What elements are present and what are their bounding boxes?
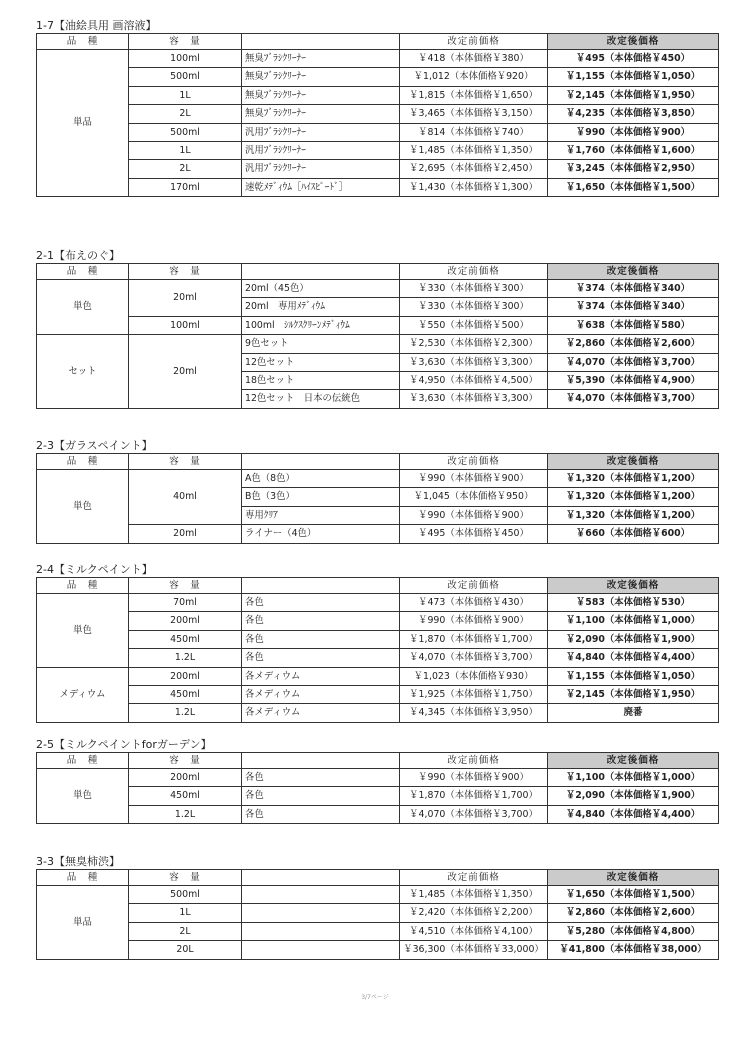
header-name xyxy=(242,578,400,594)
before-price: ￥1,045（本体価格￥950） xyxy=(400,488,548,506)
header-kind: 品 種 xyxy=(37,578,129,594)
product-cell: 100ml ｼﾙｸｽｸﾘｰﾝﾒﾃﾞｨｳﾑ xyxy=(242,316,400,334)
header-volume: 容 量 xyxy=(129,454,242,470)
before-price: ￥1,485（本体価格￥1,350） xyxy=(400,141,548,159)
product-cell: 汎用ﾌﾞﾗｼｸﾘｰﾅｰ xyxy=(242,141,400,159)
header-after: 改定後価格 xyxy=(548,34,719,50)
group-cell: 単色 xyxy=(37,280,129,335)
table-row xyxy=(37,787,719,805)
table-row xyxy=(37,160,719,178)
section-2-1 xyxy=(36,249,718,409)
table-row xyxy=(37,704,719,722)
header-after: 改定後価格 xyxy=(548,870,719,886)
volume-cell: 500ml xyxy=(129,123,242,141)
after-price: ￥583（本体価格￥530） xyxy=(548,594,719,612)
table-row xyxy=(37,904,719,922)
product-cell: 無臭ﾌﾞﾗｼｸﾘｰﾅｰ xyxy=(242,86,400,104)
header-after: 改定後価格 xyxy=(548,454,719,470)
after-price: ￥1,100（本体価格￥1,000） xyxy=(548,769,719,787)
header-kind: 品 種 xyxy=(37,870,129,886)
table-row xyxy=(37,594,719,612)
before-price: ￥2,695（本体価格￥2,450） xyxy=(400,160,548,178)
product-cell: 各メディウム xyxy=(242,685,400,703)
header-row xyxy=(37,578,719,594)
after-price: ￥2,090（本体価格￥1,900） xyxy=(548,787,719,805)
section-title: 2-1【布えのぐ】 xyxy=(36,249,120,262)
section-2-3 xyxy=(36,439,718,544)
volume-cell: 1L xyxy=(129,86,242,104)
after-price: ￥2,145（本体価格￥1,950） xyxy=(548,86,719,104)
header-row xyxy=(37,264,719,280)
table-row xyxy=(37,50,719,68)
before-price: ￥814（本体価格￥740） xyxy=(400,123,548,141)
table-row xyxy=(37,105,719,123)
section-2-4 xyxy=(36,563,718,723)
after-price: ￥638（本体価格￥580） xyxy=(548,316,719,334)
product-cell: A色（8色） xyxy=(242,470,400,488)
volume-cell: 170ml xyxy=(129,178,242,196)
header-name xyxy=(242,34,400,50)
after-price: ￥374（本体価格￥340） xyxy=(548,280,719,298)
product-cell: 18色セット xyxy=(242,371,400,389)
after-price: ￥2,145（本体価格￥1,950） xyxy=(548,685,719,703)
before-price: ￥1,023（本体価格￥930） xyxy=(400,667,548,685)
group-cell: 単色 xyxy=(37,594,129,668)
volume-cell: 1.2L xyxy=(129,649,242,667)
price-table xyxy=(36,752,719,824)
table-row xyxy=(37,178,719,196)
table-row xyxy=(37,335,719,353)
section-2-5 xyxy=(36,738,718,824)
header-kind: 品 種 xyxy=(37,34,129,50)
volume-cell: 2L xyxy=(129,160,242,178)
header-volume: 容 量 xyxy=(129,753,242,769)
after-price: ￥2,860（本体価格￥2,600） xyxy=(548,904,719,922)
header-kind: 品 種 xyxy=(37,454,129,470)
before-price: ￥990（本体価格￥900） xyxy=(400,769,548,787)
before-price: ￥3,630（本体価格￥3,300） xyxy=(400,390,548,408)
before-price: ￥990（本体価格￥900） xyxy=(400,612,548,630)
volume-cell: 1L xyxy=(129,904,242,922)
header-after: 改定後価格 xyxy=(548,753,719,769)
product-cell: 各メディウム xyxy=(242,704,400,722)
product-cell: ライナー（4色） xyxy=(242,525,400,543)
volume-cell: 100ml xyxy=(129,50,242,68)
after-price: ￥374（本体価格￥340） xyxy=(548,298,719,316)
table-row xyxy=(37,685,719,703)
before-price: ￥990（本体価格￥900） xyxy=(400,470,548,488)
section-3-3 xyxy=(36,855,718,960)
volume-cell: 1.2L xyxy=(129,805,242,823)
header-volume: 容 量 xyxy=(129,578,242,594)
header-name xyxy=(242,454,400,470)
section-title: 2-5【ミルクペイントforガーデン】 xyxy=(36,738,212,751)
before-price: ￥1,925（本体価格￥1,750） xyxy=(400,685,548,703)
volume-cell: 200ml xyxy=(129,612,242,630)
before-price: ￥1,430（本体価格￥1,300） xyxy=(400,178,548,196)
product-cell xyxy=(242,941,400,959)
header-before: 改定前価格 xyxy=(400,870,548,886)
table-row xyxy=(37,667,719,685)
product-cell: 無臭ﾌﾞﾗｼｸﾘｰﾅｰ xyxy=(242,68,400,86)
product-cell: 各色 xyxy=(242,805,400,823)
product-cell: 12色セット 日本の伝統色 xyxy=(242,390,400,408)
table-row xyxy=(37,86,719,104)
table-row xyxy=(37,769,719,787)
product-cell: 専用ｸﾘｱ xyxy=(242,506,400,524)
header-after: 改定後価格 xyxy=(548,264,719,280)
volume-cell: 20ml xyxy=(129,525,242,543)
section-title: 2-4【ミルクペイント】 xyxy=(36,563,153,576)
volume-cell: 450ml xyxy=(129,787,242,805)
before-price: ￥4,070（本体価格￥3,700） xyxy=(400,805,548,823)
product-cell: 汎用ﾌﾞﾗｼｸﾘｰﾅｰ xyxy=(242,160,400,178)
after-price: ￥5,390（本体価格￥4,900） xyxy=(548,371,719,389)
table-row xyxy=(37,525,719,543)
header-before: 改定前価格 xyxy=(400,34,548,50)
volume-cell: 450ml xyxy=(129,685,242,703)
volume-cell: 450ml xyxy=(129,630,242,648)
price-table xyxy=(36,33,719,197)
section-title: 3-3【無臭柿渋】 xyxy=(36,855,120,868)
header-kind: 品 種 xyxy=(37,753,129,769)
price-table xyxy=(36,453,719,544)
after-price: ￥4,070（本体価格￥3,700） xyxy=(548,353,719,371)
volume-cell: 500ml xyxy=(129,68,242,86)
header-kind: 品 種 xyxy=(37,264,129,280)
page-number: 3/7ページ xyxy=(361,994,389,1001)
group-cell: 単品 xyxy=(37,886,129,960)
after-price: ￥1,650（本体価格￥1,500） xyxy=(548,886,719,904)
after-price: 廃番 xyxy=(548,704,719,722)
after-price: ￥990（本体価格￥900） xyxy=(548,123,719,141)
after-price: ￥4,840（本体価格￥4,400） xyxy=(548,649,719,667)
volume-cell: 100ml xyxy=(129,316,242,334)
product-cell: 各色 xyxy=(242,787,400,805)
group-cell: 単品 xyxy=(37,50,129,197)
header-name xyxy=(242,753,400,769)
after-price: ￥1,320（本体価格￥1,200） xyxy=(548,506,719,524)
header-volume: 容 量 xyxy=(129,870,242,886)
header-before: 改定前価格 xyxy=(400,264,548,280)
product-cell: 12色セット xyxy=(242,353,400,371)
before-price: ￥4,510（本体価格￥4,100） xyxy=(400,922,548,940)
header-volume: 容 量 xyxy=(129,264,242,280)
product-cell: 汎用ﾌﾞﾗｼｸﾘｰﾅｰ xyxy=(242,123,400,141)
product-cell: 無臭ﾌﾞﾗｼｸﾘｰﾅｰ xyxy=(242,105,400,123)
header-row xyxy=(37,34,719,50)
header-before: 改定前価格 xyxy=(400,753,548,769)
table-row xyxy=(37,649,719,667)
table-row xyxy=(37,630,719,648)
product-cell: 9色セット xyxy=(242,335,400,353)
volume-cell: 40ml xyxy=(129,470,242,525)
table-row xyxy=(37,612,719,630)
before-price: ￥3,465（本体価格￥3,150） xyxy=(400,105,548,123)
after-price: ￥3,245（本体価格￥2,950） xyxy=(548,160,719,178)
before-price: ￥473（本体価格￥430） xyxy=(400,594,548,612)
table-row xyxy=(37,805,719,823)
after-price: ￥660（本体価格￥600） xyxy=(548,525,719,543)
before-price: ￥2,530（本体価格￥2,300） xyxy=(400,335,548,353)
after-price: ￥495（本体価格￥450） xyxy=(548,50,719,68)
table-row xyxy=(37,68,719,86)
price-table xyxy=(36,869,719,960)
before-price: ￥418（本体価格￥380） xyxy=(400,50,548,68)
before-price: ￥4,950（本体価格￥4,500） xyxy=(400,371,548,389)
after-price: ￥4,840（本体価格￥4,400） xyxy=(548,805,719,823)
product-cell: 各色 xyxy=(242,769,400,787)
product-cell: 速乾ﾒﾃﾞｨｳﾑ［ﾊｲｽﾋﾟｰﾄﾞ］ xyxy=(242,178,400,196)
before-price: ￥330（本体価格￥300） xyxy=(400,280,548,298)
before-price: ￥1,870（本体価格￥1,700） xyxy=(400,787,548,805)
before-price: ￥36,300（本体価格￥33,000） xyxy=(400,941,548,959)
header-volume: 容 量 xyxy=(129,34,242,50)
header-row xyxy=(37,870,719,886)
after-price: ￥2,090（本体価格￥1,900） xyxy=(548,630,719,648)
product-cell: 各色 xyxy=(242,649,400,667)
section-1-7 xyxy=(36,19,718,197)
product-cell: 20ml（45色） xyxy=(242,280,400,298)
product-cell xyxy=(242,886,400,904)
product-cell: 各色 xyxy=(242,630,400,648)
volume-cell: 70ml xyxy=(129,594,242,612)
product-cell: B色（3色） xyxy=(242,488,400,506)
before-price: ￥2,420（本体価格￥2,200） xyxy=(400,904,548,922)
volume-cell: 20L xyxy=(129,941,242,959)
before-price: ￥495（本体価格￥450） xyxy=(400,525,548,543)
product-cell: 無臭ﾌﾞﾗｼｸﾘｰﾅｰ xyxy=(242,50,400,68)
header-after: 改定後価格 xyxy=(548,578,719,594)
table-row xyxy=(37,316,719,334)
header-name xyxy=(242,870,400,886)
after-price: ￥1,155（本体価格￥1,050） xyxy=(548,667,719,685)
header-row xyxy=(37,454,719,470)
table-row xyxy=(37,123,719,141)
product-cell xyxy=(242,904,400,922)
header-name xyxy=(242,264,400,280)
product-cell: 各色 xyxy=(242,594,400,612)
volume-cell: 2L xyxy=(129,922,242,940)
group-cell: 単色 xyxy=(37,470,129,544)
header-row xyxy=(37,753,719,769)
after-price: ￥1,320（本体価格￥1,200） xyxy=(548,470,719,488)
table-row xyxy=(37,941,719,959)
table-row xyxy=(37,141,719,159)
after-price: ￥1,155（本体価格￥1,050） xyxy=(548,68,719,86)
before-price: ￥330（本体価格￥300） xyxy=(400,298,548,316)
header-before: 改定前価格 xyxy=(400,454,548,470)
group-cell: メディウム xyxy=(37,667,129,722)
before-price: ￥1,485（本体価格￥1,350） xyxy=(400,886,548,904)
after-price: ￥1,320（本体価格￥1,200） xyxy=(548,488,719,506)
volume-cell: 2L xyxy=(129,105,242,123)
before-price: ￥1,870（本体価格￥1,700） xyxy=(400,630,548,648)
table-row xyxy=(37,470,719,488)
volume-cell: 20ml xyxy=(129,335,242,409)
before-price: ￥1,012（本体価格￥920） xyxy=(400,68,548,86)
after-price: ￥1,100（本体価格￥1,000） xyxy=(548,612,719,630)
after-price: ￥1,650（本体価格￥1,500） xyxy=(548,178,719,196)
after-price: ￥1,760（本体価格￥1,600） xyxy=(548,141,719,159)
before-price: ￥1,815（本体価格￥1,650） xyxy=(400,86,548,104)
price-table xyxy=(36,263,719,409)
volume-cell: 500ml xyxy=(129,886,242,904)
price-table xyxy=(36,577,719,723)
product-cell: 各色 xyxy=(242,612,400,630)
before-price: ￥990（本体価格￥900） xyxy=(400,506,548,524)
before-price: ￥550（本体価格￥500） xyxy=(400,316,548,334)
table-row xyxy=(37,886,719,904)
volume-cell: 20ml xyxy=(129,280,242,317)
group-cell: 単色 xyxy=(37,769,129,824)
volume-cell: 1.2L xyxy=(129,704,242,722)
section-title: 1-7【油絵具用 画溶液】 xyxy=(36,19,157,32)
after-price: ￥5,280（本体価格￥4,800） xyxy=(548,922,719,940)
product-cell: 20ml 専用ﾒﾃﾞｨｳﾑ xyxy=(242,298,400,316)
before-price: ￥3,630（本体価格￥3,300） xyxy=(400,353,548,371)
table-row xyxy=(37,280,719,298)
group-cell: セット xyxy=(37,335,129,409)
header-before: 改定前価格 xyxy=(400,578,548,594)
product-cell: 各メディウム xyxy=(242,667,400,685)
after-price: ￥41,800（本体価格￥38,000） xyxy=(548,941,719,959)
volume-cell: 1L xyxy=(129,141,242,159)
product-cell xyxy=(242,922,400,940)
after-price: ￥4,235（本体価格￥3,850） xyxy=(548,105,719,123)
before-price: ￥4,345（本体価格￥3,950） xyxy=(400,704,548,722)
section-title: 2-3【ガラスペイント】 xyxy=(36,439,153,452)
after-price: ￥4,070（本体価格￥3,700） xyxy=(548,390,719,408)
after-price: ￥2,860（本体価格￥2,600） xyxy=(548,335,719,353)
table-row xyxy=(37,922,719,940)
volume-cell: 200ml xyxy=(129,769,242,787)
volume-cell: 200ml xyxy=(129,667,242,685)
before-price: ￥4,070（本体価格￥3,700） xyxy=(400,649,548,667)
